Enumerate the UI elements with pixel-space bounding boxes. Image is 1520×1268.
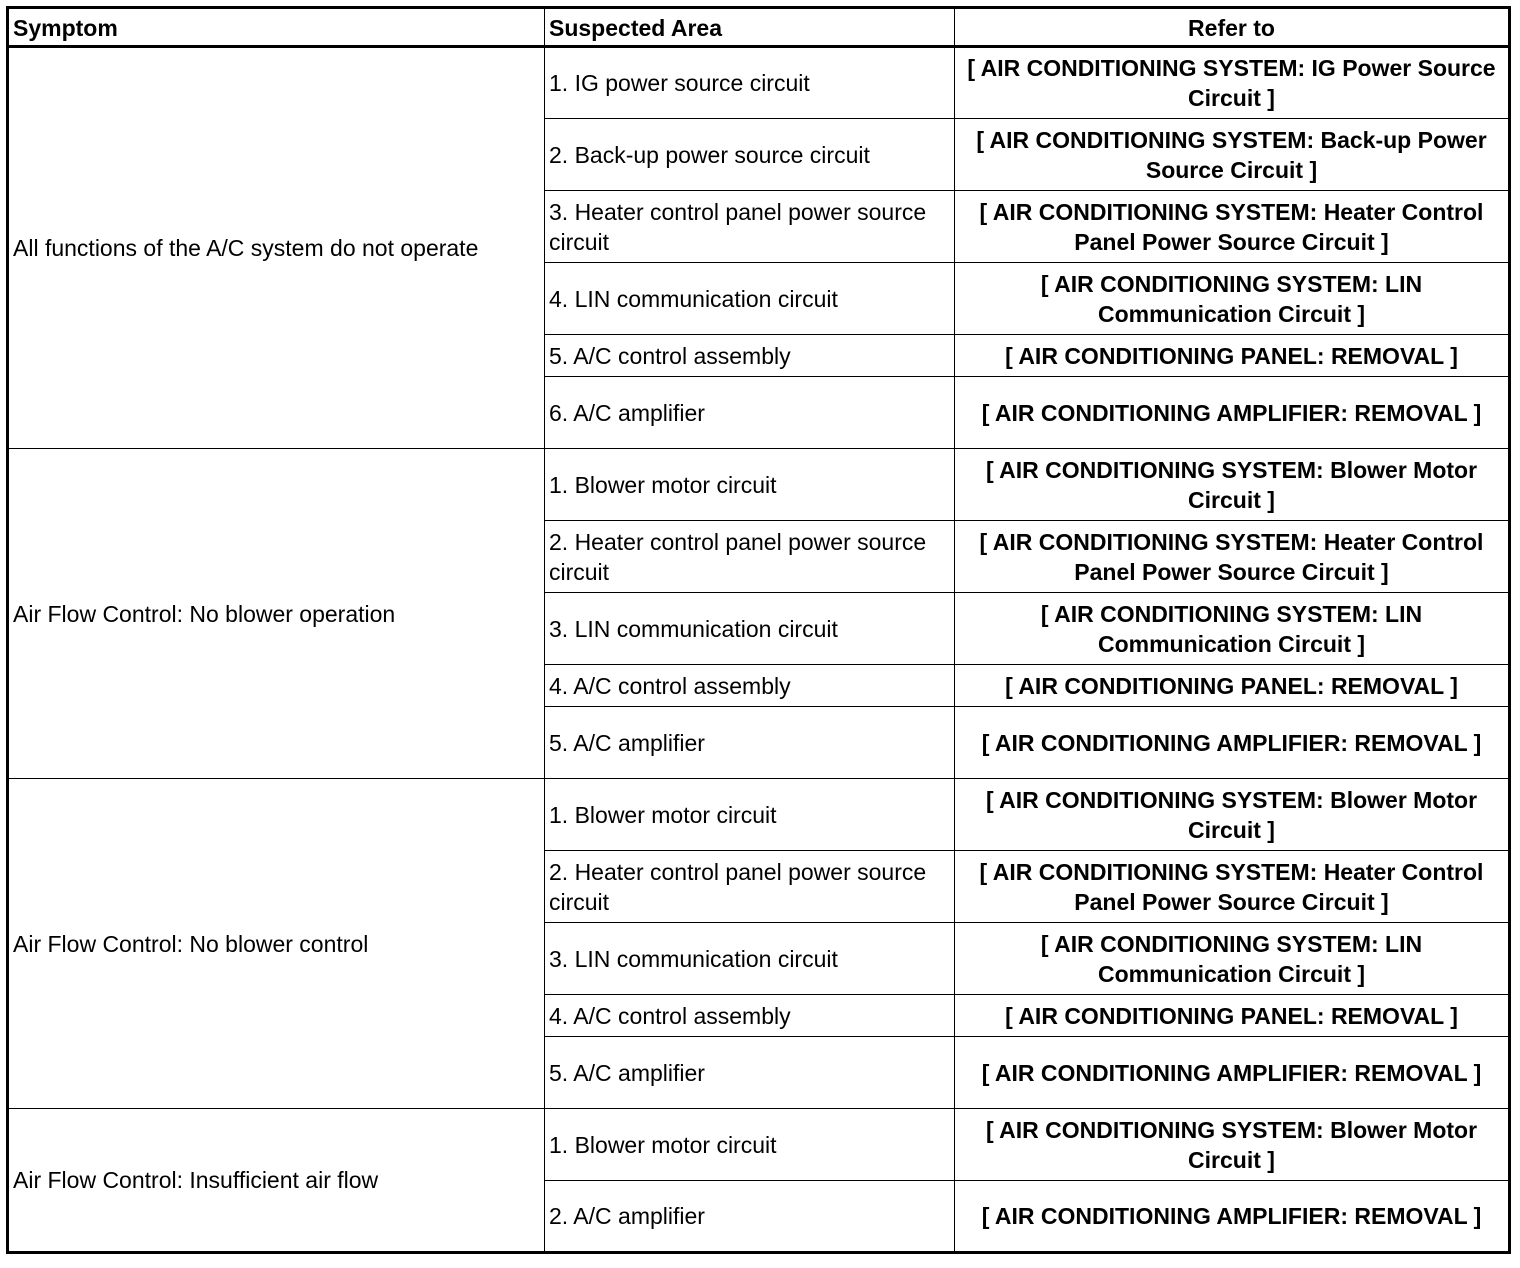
refer-to-link[interactable]: [ AIR CONDITIONING SYSTEM: IG Power Source Circuit ] <box>955 47 1510 119</box>
symptom-cell: Air Flow Control: Insufficient air flow <box>8 1109 545 1253</box>
refer-to-link[interactable]: [ AIR CONDITIONING AMPLIFIER: REMOVAL ] <box>955 1181 1510 1253</box>
suspected-area-cell: 5. A/C control assembly <box>545 335 955 377</box>
suspected-area-cell: 1. Blower motor circuit <box>545 779 955 851</box>
problem-symptoms-table <box>6 6 1511 1254</box>
table-row <box>8 1109 1510 1181</box>
refer-to-link[interactable]: [ AIR CONDITIONING SYSTEM: LIN Communication Circuit ] <box>955 263 1510 335</box>
refer-to-link[interactable]: [ AIR CONDITIONING PANEL: REMOVAL ] <box>955 665 1510 707</box>
refer-to-link[interactable]: [ AIR CONDITIONING SYSTEM: Heater Control Panel Power Source Circuit ] <box>955 851 1510 923</box>
symptom-cell: All functions of the A/C system do not operate <box>8 47 545 449</box>
refer-to-link[interactable]: [ AIR CONDITIONING SYSTEM: Blower Motor Circuit ] <box>955 449 1510 521</box>
table-row <box>8 449 1510 521</box>
refer-to-link[interactable]: [ AIR CONDITIONING SYSTEM: Blower Motor Circuit ] <box>955 1109 1510 1181</box>
suspected-area-cell: 4. A/C control assembly <box>545 665 955 707</box>
suspected-area-cell: 3. LIN communication circuit <box>545 593 955 665</box>
suspected-area-cell: 6. A/C amplifier <box>545 377 955 449</box>
refer-to-link[interactable]: [ AIR CONDITIONING PANEL: REMOVAL ] <box>955 335 1510 377</box>
suspected-area-cell: 2. Heater control panel power source circuit <box>545 521 955 593</box>
refer-to-link[interactable]: [ AIR CONDITIONING SYSTEM: Heater Control Panel Power Source Circuit ] <box>955 521 1510 593</box>
suspected-area-cell: 1. Blower motor circuit <box>545 449 955 521</box>
suspected-area-cell: 3. LIN communication circuit <box>545 923 955 995</box>
table-row <box>8 779 1510 851</box>
refer-to-link[interactable]: [ AIR CONDITIONING AMPLIFIER: REMOVAL ] <box>955 1037 1510 1109</box>
suspected-area-cell: 1. IG power source circuit <box>545 47 955 119</box>
refer-to-link[interactable]: [ AIR CONDITIONING SYSTEM: Heater Control Panel Power Source Circuit ] <box>955 191 1510 263</box>
header-suspected-area: Suspected Area <box>545 8 955 47</box>
refer-to-link[interactable]: [ AIR CONDITIONING AMPLIFIER: REMOVAL ] <box>955 377 1510 449</box>
table-row <box>8 47 1510 119</box>
refer-to-link[interactable]: [ AIR CONDITIONING SYSTEM: Blower Motor Circuit ] <box>955 779 1510 851</box>
suspected-area-cell: 2. Back-up power source circuit <box>545 119 955 191</box>
suspected-area-cell: 2. Heater control panel power source circuit <box>545 851 955 923</box>
symptom-cell: Air Flow Control: No blower control <box>8 779 545 1109</box>
suspected-area-cell: 5. A/C amplifier <box>545 1037 955 1109</box>
suspected-area-cell: 3. Heater control panel power source circuit <box>545 191 955 263</box>
suspected-area-cell: 1. Blower motor circuit <box>545 1109 955 1181</box>
problem-symptoms-table-container <box>6 6 1508 1262</box>
header-symptom: Symptom <box>8 8 545 47</box>
refer-to-link[interactable]: [ AIR CONDITIONING SYSTEM: LIN Communication Circuit ] <box>955 593 1510 665</box>
refer-to-link[interactable]: [ AIR CONDITIONING PANEL: REMOVAL ] <box>955 995 1510 1037</box>
symptom-cell: Air Flow Control: No blower operation <box>8 449 545 779</box>
suspected-area-cell: 4. LIN communication circuit <box>545 263 955 335</box>
refer-to-link[interactable]: [ AIR CONDITIONING AMPLIFIER: REMOVAL ] <box>955 707 1510 779</box>
suspected-area-cell: 2. A/C amplifier <box>545 1181 955 1253</box>
header-row <box>8 8 1510 47</box>
suspected-area-cell: 4. A/C control assembly <box>545 995 955 1037</box>
refer-to-link[interactable]: [ AIR CONDITIONING SYSTEM: LIN Communication Circuit ] <box>955 923 1510 995</box>
header-refer-to: Refer to <box>955 8 1510 47</box>
refer-to-link[interactable]: [ AIR CONDITIONING SYSTEM: Back-up Power Source Circuit ] <box>955 119 1510 191</box>
suspected-area-cell: 5. A/C amplifier <box>545 707 955 779</box>
